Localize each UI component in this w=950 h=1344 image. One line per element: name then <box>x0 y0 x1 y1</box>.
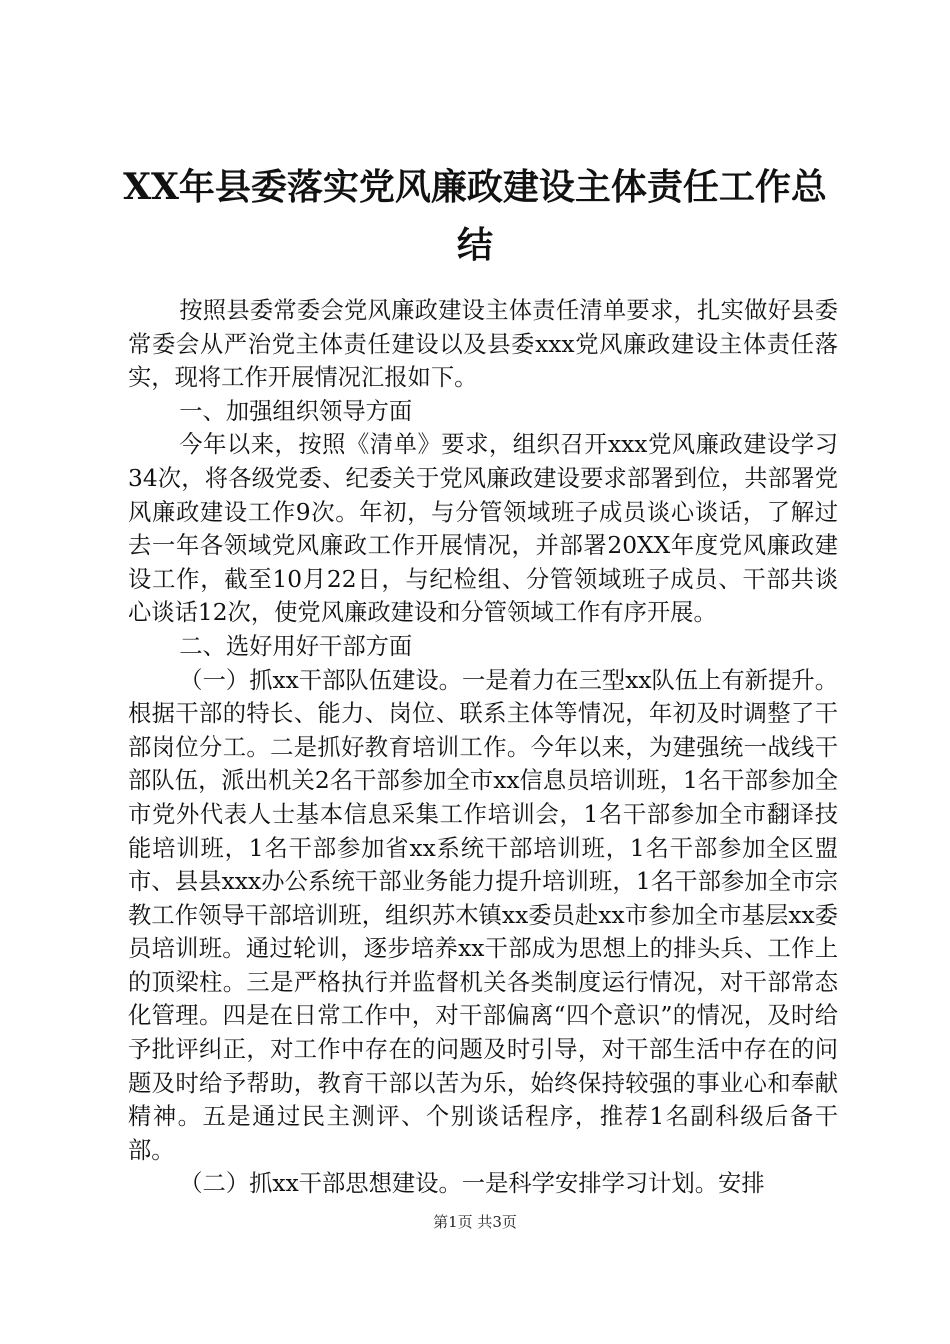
document-body <box>128 294 838 1201</box>
section-2-paragraph-1: （一）抓xx干部队伍建设。一是着力在三型xx队伍上有新提升。根据干部的特长、能力、岗位、联系主体等情况，年初及时调整了干部岗位分工。二是抓好教育培训工作。今年以来，为建强统一战线干部队伍，派出机关2名干部参加全市xx信息员培训班，1名干部参加全市党外代表人士基本信息采集工作培训会，1名干部参加全市翻译技能培训班，1名干部参加省xx系统干部培训班，1名干部参加全区盟市、县县xxx办公系统干部业务能力提升培训班，1名干部参加全市宗教工作领导干部培训班，组织苏木镇xx委员赴xx市参加全市基层xx委员培训班。通过轮训，逐步培养xx干部成为思想上的排头兵、工作上的顶梁柱。三是严格执行并监督机关各类制度运行情况，对干部常态化管理。四是在日常工作中，对干部偏离“四个意识”的情况，及时给予批评纠正，对工作中存在的问题及时引导，对干部生活中存在的问题及时给予帮助，教育干部以苦为乐，始终保持较强的事业心和奉献精神。五是通过民主测评、个别谈话程序，推荐1名副科级后备干部。 <box>128 666 838 1164</box>
section-heading-1: 一、加强组织领导方面 <box>179 397 413 425</box>
section-2-paragraph-2: （二）抓xx干部思想建设。一是科学安排学习计划。安排 <box>179 1170 765 1198</box>
intro-paragraph: 按照县委常委会党风廉政建设主体责任清单要求，扎实做好县委常委会从严治党主体责任建设以及县委xxx党风廉政建设主体责任落实，现将工作开展情况汇报如下。 <box>128 297 838 392</box>
document-title-line-2: 结 <box>456 224 493 266</box>
section-heading-2: 二、选好用好干部方面 <box>179 632 413 660</box>
section-1-paragraph: 今年以来，按照《清单》要求，组织召开xxx党风廉政建设学习34次，将各级党委、纪委关于党风廉政建设要求部署到位，共部署党风廉政建设工作9次。年初，与分管领域班子成员谈心谈话，了解过去一年各领域党风廉政工作开展情况，并部署20XX年度党风廉政建设工作，截至10月22日，与纪检组、分管领域班子成员、干部共谈心谈话12次，使党风廉政建设和分管领域工作有序开展。 <box>128 431 838 627</box>
document-title <box>0 158 950 274</box>
page-footer: 第1页 共3页 <box>433 1213 517 1231</box>
document-title-line-1: XX年县委落实党风廉政建设主体责任工作总 <box>123 166 827 208</box>
